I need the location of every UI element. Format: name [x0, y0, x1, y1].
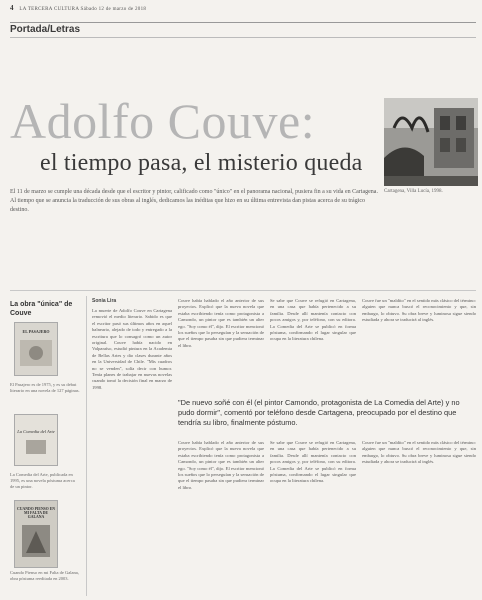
- photo-caption: Cartagena, Villa Lucía, 1998.: [384, 189, 443, 194]
- photo-image: [384, 98, 478, 186]
- book-cover-title: La Comedia del Arte: [17, 429, 55, 434]
- book-illustration: [16, 523, 56, 559]
- body-column-5: Couve había hablado el año anterior de sus proyectos. Explicó que la nueva novela que estaba escribiendo tenía como protagonista a Camondo, un pintor que es también un alter ego. "Soy como él", dijo. El escritor mencionó los sueños que lo perseguían y la sensación de que el tiempo pasaba sin que pudiera terminar el libro.: [178, 440, 264, 490]
- section-label: Portada/Letras: [10, 24, 81, 35]
- book-illustration: [16, 438, 56, 456]
- pull-quote: "De nuevo soñé con él (el pintor Camondo, protagonista de La Comedia del Arte) y no pudo dormir", comentó por teléfono desde Cartagena, preocupado por el destino que tendría su libro, finalmente póstumo.: [178, 398, 460, 427]
- section-bar: [10, 22, 476, 38]
- body-column-2: Couve había hablado el año anterior de sus proyectos. Explicó que la nueva novela que estaba escribiendo tenía como protagonista a Camondo, un pintor que es también un alter ego. "Soy como él", dijo. El escritor mencionó los sueños que lo perseguían y la sensación de que el tiempo pasaba sin que pudiera terminar el libro.: [178, 298, 264, 348]
- body-column-6: Se sabe que Couve se refugió en Cartagena, en una casa que había pertenecido a su familia. Desde allí mantenía contacto con pocos amigos y, por teléfono, con su editora. La Comedia del Arte se publicó en forma póstuma, confirmando el lugar singular que ocupa en la literatura chilena.: [270, 440, 356, 484]
- body-column-4: Couve fue un "maldito" en el sentido más clásico del término: alguien que nunca buscó el reconocimiento y que, sin embargo, lo obtuvo. Su obra breve y luminosa sigue siendo estudiada y ahora se traducirá al inglés.: [362, 298, 476, 323]
- book-caption-1: El Pasajero es de 1975, y es su debut literario en una novela de 127 páginas.: [10, 382, 80, 393]
- page-number: 4: [10, 4, 14, 12]
- book-caption-2: La Comedia del Arte, publicada en 1995, es una novela póstuma acerca de un pintor.: [10, 472, 75, 489]
- book-caption-3: Cuando Pienso en mi Falta de Galana, obra póstuma reeditada en 2003.: [10, 570, 79, 581]
- sidebar-title: La obra "única" de Couve: [10, 301, 73, 317]
- byline: Sonia Lira: [92, 298, 117, 304]
- body-column-7: Couve fue un "maldito" en el sentido más clásico del término: alguien que nunca buscó el reconocimiento y que, sin embargo, lo obtuvo. Su obra breve y luminosa sigue siendo estudiada y ahora se traducirá al inglés.: [362, 440, 476, 465]
- book-illustration: [16, 338, 56, 368]
- headline: Adolfo Couve:: [10, 93, 316, 149]
- book-cover-title: CUANDO PIENSO EN MI FALTA DE GALANA: [17, 507, 55, 519]
- book-cover-1: [14, 322, 58, 376]
- masthead-text: LA TERCERA CULTURA Sábado 12 de marzo de 2018: [19, 7, 147, 12]
- divider: [10, 290, 476, 291]
- body-column-3: Se sabe que Couve se refugió en Cartagena, en una casa que había pertenecido a su familia. Desde allí mantenía contacto con pocos amigos y, por teléfono, con su editora. La Comedia del Arte se publicó en forma póstuma, confirmando el lugar singular que ocupa en la literatura chilena.: [270, 298, 356, 342]
- body-column-1: La muerte de Adolfo Couve en Cartagena removió el medio literario. Sabido es que el escritor pasó sus últimos años en aquel balneario, alejado de todo y entregado a la escritura que lo consagró como un autor original. Couve había nacido en Valparaíso, estudió pintura en la Academia de Bellas Artes y dio clases durante años en la Universidad de Chile. "Mis cuadros no se venden", solía decir con humor. Tenía planes de trabajar en nuevas novelas cuando tomó la decisión final en marzo de 1998.: [92, 308, 172, 390]
- column-divider: [86, 296, 87, 596]
- subhead: el tiempo pasa, el misterio queda: [40, 150, 363, 176]
- book-cover-2: [14, 414, 58, 466]
- masthead-strip: [10, 4, 476, 14]
- book-cover-3: [14, 500, 58, 568]
- lede-paragraph: El 11 de marzo se cumple una década desde que el escritor y pintor, calificado como "único" en el panorama nacional, pusiera fin a su vida en Cartagena. Al tiempo que se anuncia la traducción de sus obras al inglés, dedicamos las inéditas que hizo en su última entrevista dan pistas acerca de su trágico destino.: [10, 189, 378, 213]
- article-photo: [384, 98, 478, 186]
- book-cover-title: EL PASAJERO: [22, 329, 50, 334]
